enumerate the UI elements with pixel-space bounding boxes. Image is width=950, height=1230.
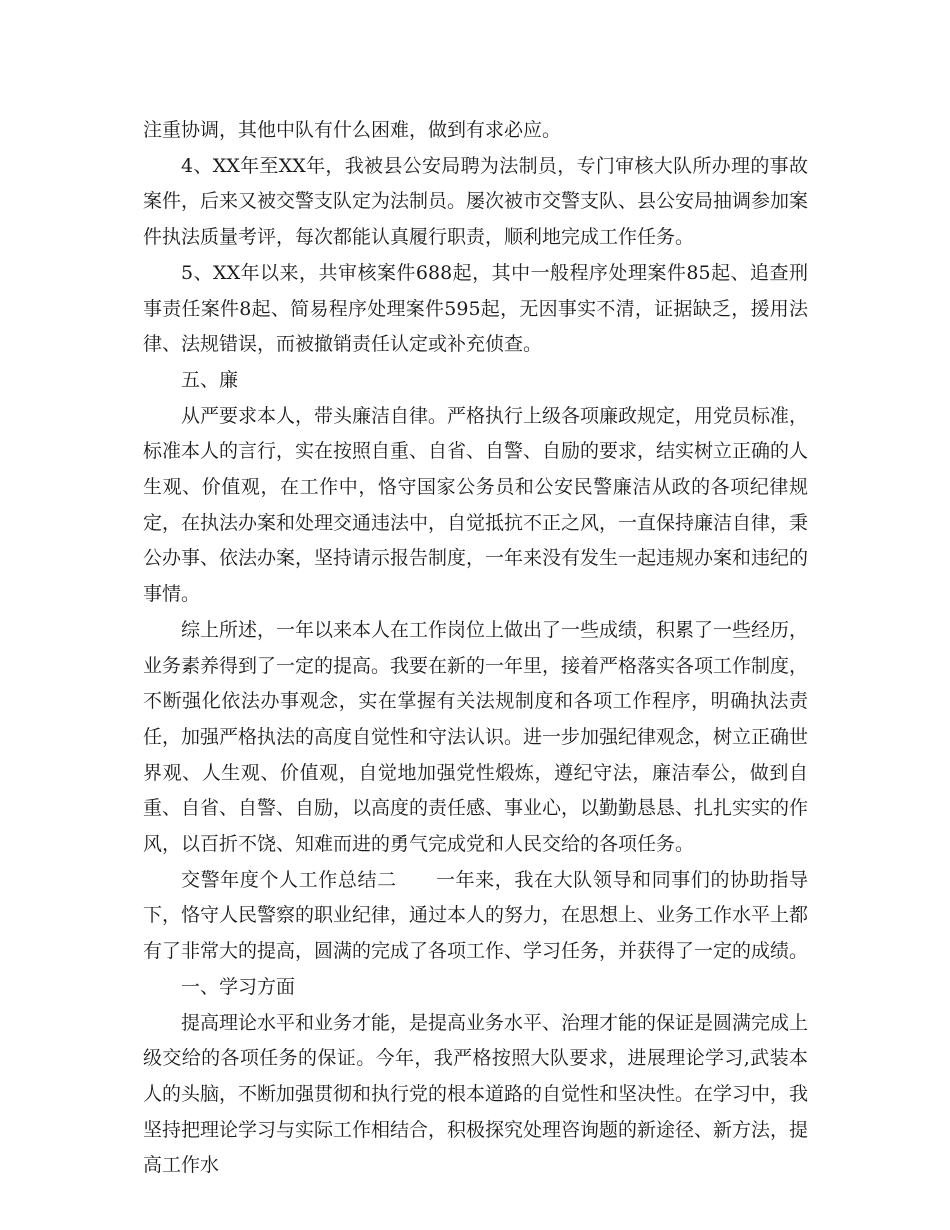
document-body bbox=[143, 113, 808, 1184]
paragraph-continuation: 注重协调，其他中队有什么困难，做到有求必应。 bbox=[143, 119, 562, 141]
paragraph-lian: 从严要求本人，带头廉洁自律。严格执行上级各项廉政规定，用党员标准，标准本人的言行，实在按照自重、自省、自警、自励的要求，结实树立正确的人生观、价值观，在工作中，恪守国家公务员和公安民警廉洁从政的各项纪律规定，在执法办案和处理交通违法中，自觉抵抗不正之风，一直保持廉洁自律，秉公办事、依法办案，坚持请示报告制度，一年来没有发生一起违规办案和违纪的事情。 bbox=[143, 404, 809, 606]
section-heading-lian: 五、廉 bbox=[181, 368, 239, 391]
section-heading-study: 一、学习方面 bbox=[181, 975, 296, 998]
paragraph-summary: 综上所述，一年以来本人在工作岗位上做出了一些成绩，积累了一些经历，业务素养得到了一定的提高。我要在新的一年里，接着严格落实各项工作制度，不断强化依法办事观念，实在掌握有关法规制度和各项工作程序，明确执法责任，加强严格执法的高度自觉性和守法认识。进一步加强纪律观念，树立正确世界观、人生观、价值观，自觉地加强党性煅炼，遵纪守法，廉洁奉公，做到自重、自省、自警、自励，以高度的责任感、事业心，以勤勤恳恳、扎扎实实的作风，以百折不饶、知难而进的勇气完成党和人民交给的各项任务。 bbox=[143, 618, 809, 856]
paragraph-item-5: 5、XX年以来，共审核案件688起，其中一般程序处理案件85起、追查刑事责任案件8起、简易程序处理案件595起，无因事实不清，证据缺乏，援用法律、法规错误，而被撤销责任认定或补充侦查。 bbox=[143, 261, 808, 356]
paragraph-item-4: 4、XX年至XX年，我被县公安局聘为法制员，专门审核大队所办理的事故案件，后来又被交警支队定为法制员。屡次被市交警支队、县公安局抽调参加案件执法质量考评，每次都能认真履行职责，顺利地完成工作任务。 bbox=[143, 154, 809, 249]
paragraph-study: 提高理论水平和业务才能，是提高业务水平、治理才能的保证是圆满完成上级交给的各项任务的保证。今年，我严格按照大队要求，进展理论学习,武装本人的头脑，不断加强贯彻和执行党的根本道路的自觉性和坚决性。在学习中，我坚持把理论学习与实际工作相结合，积极探究处理咨询题的新途径、新方法，提高工作水 bbox=[143, 1011, 809, 1177]
paragraph-summary-two-intro: 交警年度个人工作总结二 一年来，我在大队领导和同事们的协助指导下，恪守人民警察的职业纪律，通过本人的努力，在思想上、业务工作水平上都有了非常大的提高，圆满的完成了各项工作、学习任务，并获得了一定的成绩。 bbox=[143, 868, 809, 963]
